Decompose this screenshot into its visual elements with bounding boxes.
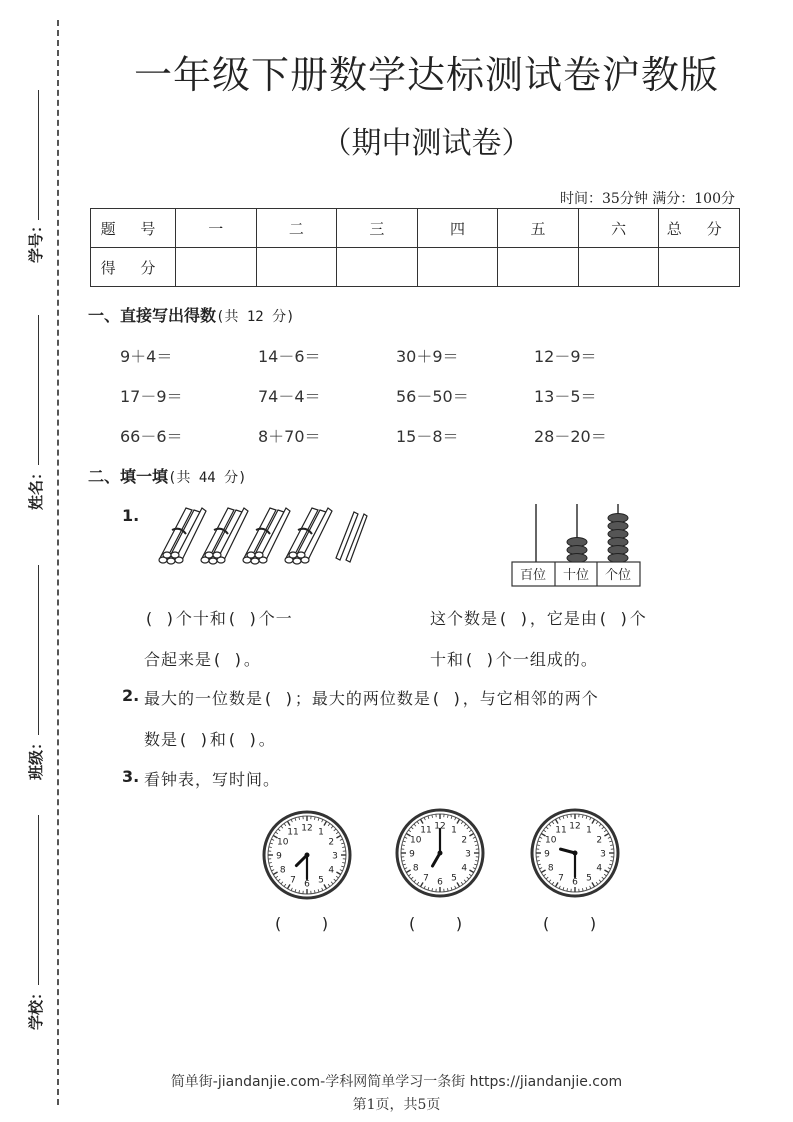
score-cell: 二 bbox=[256, 209, 337, 248]
clock-numeral: 9 bbox=[544, 849, 550, 860]
single-stick bbox=[336, 512, 358, 560]
abacus-label-tens: 十位 bbox=[562, 568, 590, 583]
clock-numeral: 1 bbox=[451, 825, 457, 836]
clock-face bbox=[261, 809, 353, 901]
q1-right-line1: 这个数是( )，它是由( )个 bbox=[430, 609, 647, 628]
footer-source: 简单街-jiandanjie.com-学科网简单学习一条街 https://jiandanjie.com bbox=[170, 1074, 623, 1090]
score-cell: 一 bbox=[176, 209, 257, 248]
name-label: 姓名： bbox=[27, 464, 45, 510]
arith-item: 12－9＝ bbox=[534, 347, 597, 366]
clock1-answer-blank[interactable]: ( ) bbox=[275, 914, 329, 933]
clock-numeral: 10 bbox=[410, 835, 422, 846]
clock-numeral: 2 bbox=[596, 835, 603, 846]
class-line bbox=[38, 565, 39, 735]
clock-numeral: 5 bbox=[451, 873, 457, 884]
score-cell: 总 分 bbox=[659, 209, 740, 248]
abacus-bead bbox=[567, 554, 587, 563]
abacus-bead bbox=[608, 554, 628, 563]
arith-item: 66－6＝ bbox=[120, 427, 183, 446]
clock-center-pin bbox=[438, 851, 443, 856]
section2-points: (共 44 分) bbox=[168, 470, 247, 486]
arith-item: 15－8＝ bbox=[396, 427, 459, 446]
q2-number: 2. bbox=[122, 686, 140, 705]
arith-item: 30＋9＝ bbox=[396, 347, 459, 366]
arith-item: 56－50＝ bbox=[396, 387, 469, 406]
score-row-label: 得 分 bbox=[91, 248, 176, 287]
q2-line2: 数是( )和( )。 bbox=[144, 730, 276, 749]
score-cell: 六 bbox=[578, 209, 659, 248]
abacus-label-hundreds: 百位 bbox=[519, 568, 547, 583]
section2-title bbox=[88, 464, 247, 487]
arith-item: 14－6＝ bbox=[258, 347, 321, 366]
clock2-answer-blank[interactable]: ( ) bbox=[409, 914, 463, 933]
clock-numeral: 9 bbox=[276, 851, 282, 862]
clock-numeral: 6 bbox=[437, 877, 443, 888]
clock-numeral: 1 bbox=[318, 827, 324, 838]
clock-numeral: 4 bbox=[461, 863, 468, 874]
score-input-cell[interactable] bbox=[337, 248, 418, 287]
clock-numeral: 1 bbox=[586, 825, 592, 836]
clock-numeral: 10 bbox=[545, 835, 557, 846]
clock-numeral: 11 bbox=[555, 825, 567, 836]
clock-face bbox=[529, 807, 621, 899]
clock-numeral: 6 bbox=[304, 879, 310, 890]
clock-numeral: 11 bbox=[420, 825, 432, 836]
abacus-label-ones: 个位 bbox=[604, 568, 632, 583]
arith-item: 74－4＝ bbox=[258, 387, 321, 406]
clock-face bbox=[394, 807, 486, 899]
score-cell: 四 bbox=[417, 209, 498, 248]
arith-item: 8＋70＝ bbox=[258, 427, 321, 446]
arith-item: 28－20＝ bbox=[534, 427, 607, 446]
stick-bundles-illustration bbox=[158, 500, 368, 570]
score-input-cell[interactable] bbox=[417, 248, 498, 287]
score-table-header-row bbox=[91, 209, 740, 248]
clock-numeral: 7 bbox=[558, 873, 564, 884]
clock-numeral: 7 bbox=[423, 873, 429, 884]
score-cell: 五 bbox=[498, 209, 579, 248]
score-input-cell[interactable] bbox=[176, 248, 257, 287]
section1-title-text: 一、直接写出得数 bbox=[88, 306, 217, 325]
score-cell: 题 号 bbox=[91, 209, 176, 248]
class-label: 班级： bbox=[27, 734, 45, 780]
school-label: 学校： bbox=[27, 984, 45, 1030]
clock-numeral: 8 bbox=[547, 863, 554, 874]
score-input-cell[interactable] bbox=[256, 248, 337, 287]
clock-numeral: 4 bbox=[328, 865, 335, 876]
section1-points: (共 12 分) bbox=[216, 309, 295, 325]
page-title: 一年级下册数学达标测试卷沪教版 bbox=[133, 53, 719, 97]
name-line bbox=[38, 315, 39, 465]
clock-numeral: 3 bbox=[332, 851, 338, 862]
clock3-answer-blank[interactable]: ( ) bbox=[543, 914, 597, 933]
clock-numeral: 9 bbox=[409, 849, 415, 860]
section1-title bbox=[88, 303, 295, 326]
clock-numeral: 11 bbox=[287, 827, 299, 838]
stick-bundle bbox=[243, 508, 290, 564]
abacus-illustration bbox=[510, 502, 642, 588]
clock-center-pin bbox=[573, 851, 578, 856]
student-id-line bbox=[38, 90, 39, 220]
clock-numeral: 6 bbox=[572, 877, 578, 888]
score-input-cell[interactable] bbox=[498, 248, 579, 287]
stick-bundle bbox=[285, 508, 332, 564]
score-table bbox=[90, 208, 740, 287]
q1-number: 1. bbox=[122, 506, 140, 525]
stick-bundle bbox=[159, 508, 206, 564]
q1-left-line1: ( )个十和( )个一 bbox=[144, 609, 293, 628]
clock-numeral: 8 bbox=[279, 865, 286, 876]
page-subtitle: （期中测试卷） bbox=[321, 126, 532, 161]
exam-meta: 时间：35分钟 满分：100分 bbox=[560, 191, 735, 207]
clock-numeral: 4 bbox=[596, 863, 603, 874]
q2-line1: 最大的一位数是( )；最大的两位数是( )，与它相邻的两个 bbox=[144, 689, 599, 708]
q3-number: 3. bbox=[122, 767, 140, 786]
score-input-cell[interactable] bbox=[578, 248, 659, 287]
clock-numeral: 3 bbox=[465, 849, 471, 860]
arith-item: 9＋4＝ bbox=[120, 347, 173, 366]
stick-bundle bbox=[201, 508, 248, 564]
student-id-label: 学号： bbox=[27, 217, 45, 263]
clock-center-pin bbox=[305, 853, 310, 858]
score-cell: 三 bbox=[337, 209, 418, 248]
clock-numeral: 10 bbox=[277, 837, 289, 848]
clock-numeral: 12 bbox=[434, 821, 446, 832]
q3-text: 看钟表，写时间。 bbox=[144, 770, 281, 789]
clock-numeral: 12 bbox=[301, 823, 313, 834]
clock-numeral: 5 bbox=[586, 873, 592, 884]
school-line bbox=[38, 815, 39, 985]
clock-numeral: 3 bbox=[600, 849, 606, 860]
score-input-cell[interactable] bbox=[659, 248, 740, 287]
q1-right-line2: 十和( )个一组成的。 bbox=[430, 650, 598, 669]
arith-item: 13－5＝ bbox=[534, 387, 597, 406]
clock-numeral: 12 bbox=[569, 821, 581, 832]
section2-title-text: 二、填一填 bbox=[88, 467, 169, 486]
clock-numeral: 7 bbox=[290, 875, 296, 886]
clock-numeral: 2 bbox=[461, 835, 468, 846]
q1-left-line2: 合起来是( )。 bbox=[144, 650, 261, 669]
footer-page-number: 第1页，共5页 bbox=[352, 1097, 441, 1113]
score-table-score-row bbox=[91, 248, 740, 287]
arith-item: 17－9＝ bbox=[120, 387, 183, 406]
clock-numeral: 8 bbox=[412, 863, 419, 874]
clock-numeral: 5 bbox=[318, 875, 324, 886]
clock-numeral: 2 bbox=[328, 837, 335, 848]
binding-dashed-line bbox=[57, 20, 59, 1105]
